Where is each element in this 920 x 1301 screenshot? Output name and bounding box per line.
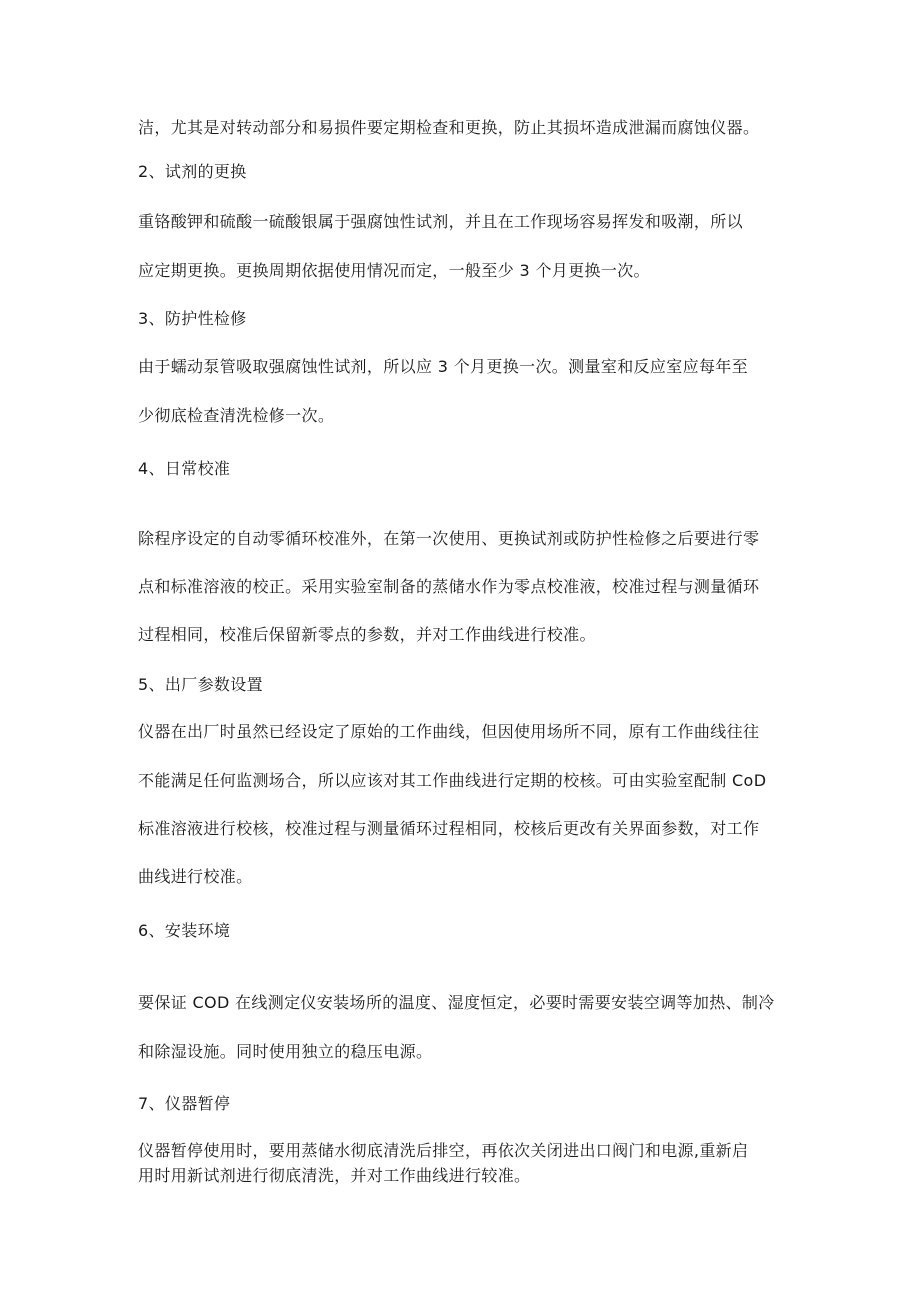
paragraph-line: 应定期更换。更换周期依据使用情况而定，一般至少 3 个月更换一次。 (138, 261, 650, 280)
section-heading-daily-calibration: 4、日常校准 (138, 459, 231, 478)
paragraph-line: 仪器在出厂时虽然已经设定了原始的工作曲线，但因使用场所不同，原有工作曲线往往 (138, 722, 760, 741)
intro-line: 洁，尤其是对转动部分和易损件要定期检查和更换，防止其损坏造成泄漏而腐蚀仪器。 (138, 118, 760, 137)
section-heading-installation-environment: 6、安装环境 (138, 921, 231, 940)
paragraph-line: 不能满足任何监测场合，所以应该对其工作曲线进行定期的校核。可由实验室配制 CoD (138, 771, 767, 790)
paragraph-line: 曲线进行校准。 (138, 867, 253, 886)
section-heading-protective-maintenance: 3、防护性检修 (138, 309, 247, 328)
paragraph-line: 过程相同，校准后保留新零点的参数，并对工作曲线进行校准。 (138, 625, 596, 644)
section-heading-factory-parameters: 5、出厂参数设置 (138, 675, 263, 694)
paragraph-line: 和除湿设施。同时使用独立的稳压电源。 (138, 1042, 433, 1061)
section-heading-reagent-replacement: 2、试剂的更换 (138, 162, 247, 181)
paragraph-line: 标准溶液进行校核，校准过程与测量循环过程相同，校核后更改有关界面参数，对工作 (138, 819, 760, 838)
paragraph-line: 除程序设定的自动零循环校准外，在第一次使用、更换试剂或防护性检修之后要进行零 (138, 529, 760, 548)
section-heading-instrument-pause: 7、仪器暂停 (138, 1094, 231, 1113)
paragraph-line: 仪器暂停使用时，要用蒸储水彻底清洗后排空，再依次关闭进出口阀门和电源,重新启 (138, 1141, 749, 1160)
paragraph-line: 用时用新试剂进行彻底清洗，并对工作曲线进行较准。 (138, 1166, 531, 1185)
paragraph-line: 要保证 COD 在线测定仪安装场所的温度、湿度恒定，必要时需要安装空调等加热、制冷 (138, 993, 775, 1012)
paragraph-line: 点和标准溶液的校正。采用实验室制备的蒸储水作为零点校准液，校准过程与测量循环 (138, 577, 760, 596)
paragraph-line: 少彻底检查清洗检修一次。 (138, 406, 335, 425)
paragraph-line: 重铬酸钾和硫酸一硫酸银属于强腐蚀性试剂，并且在工作现场容易挥发和吸潮，所以 (138, 212, 743, 231)
paragraph-line: 由于蠕动泵管吸取强腐蚀性试剂，所以应 3 个月更换一次。测量室和反应室应每年至 (138, 357, 749, 376)
